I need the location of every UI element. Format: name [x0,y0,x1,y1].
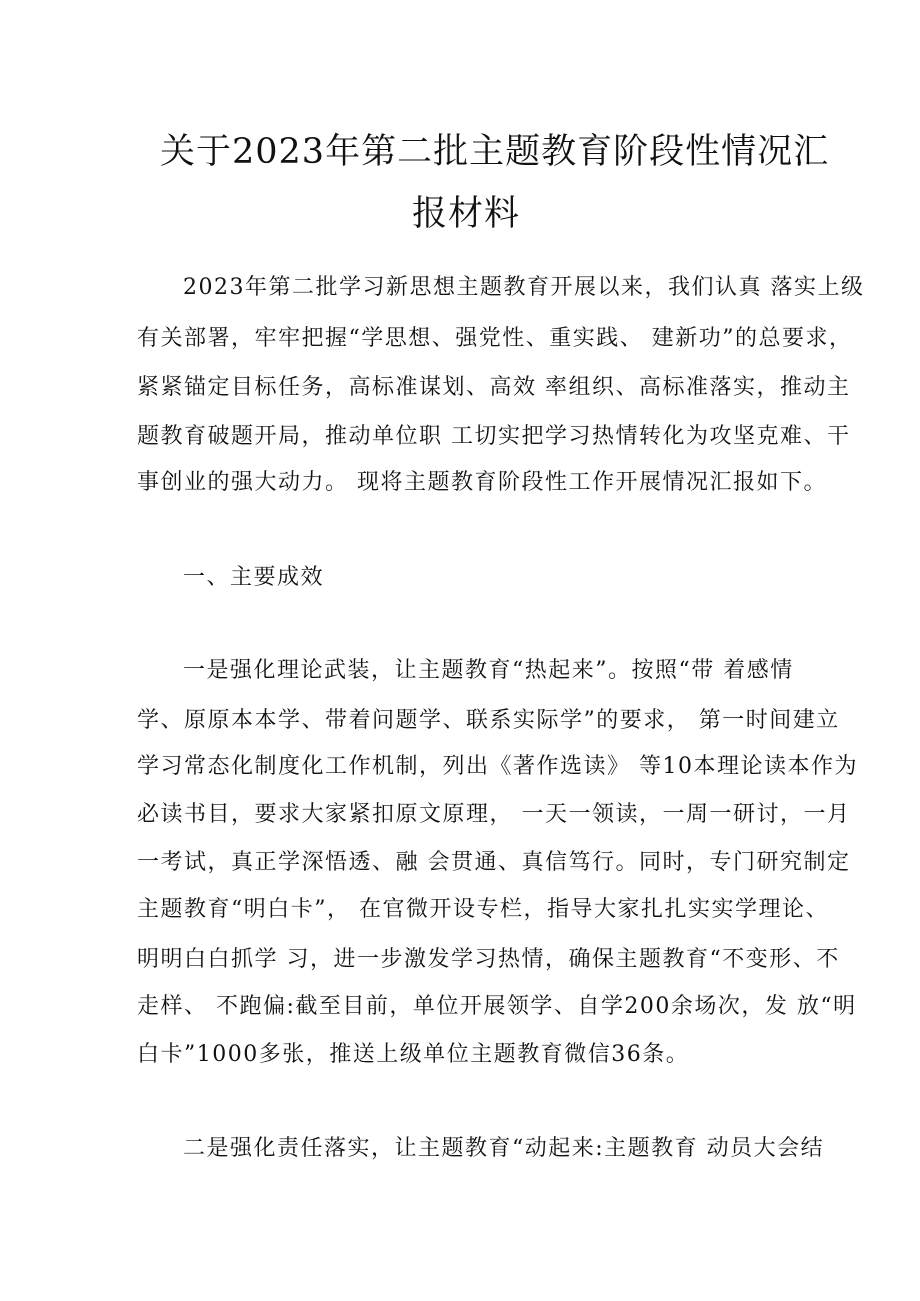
paragraph-2-line-3: 学习常态化制度化工作机制，列出《著作选读》 等10本理论读本作为 [137,754,858,779]
paragraph-1-line-1: 2023年第二批学习新思想主题教育开展以来，我们认真 落实上级 [183,275,865,300]
paragraph-2-line-9: 白卡”1000多张，推送上级单位主题教育微信36条。 [137,1042,690,1067]
paragraph-1-line-3: 紧紧锚定目标任务，高标准谋划、高效 率组织、高标准落实，推动主 [137,375,851,400]
document-title-line-1: 关于2023年第二批主题教育阶段性情况汇 [160,132,830,172]
paragraph-3-line-1: 二是强化责任落实，让主题教育“动起来:主题教育 动员大会结 [183,1136,825,1161]
paragraph-2-line-2: 学、原原本本学、带着问题学、联系实际学”的要求， 第一时间建立 [137,708,840,733]
paragraph-2-line-8: 走样、 不跑偏:截至目前，单位开展领学、自学200余场次，发 放“明 [137,994,857,1019]
paragraph-2-line-5: 一考试，真正学深悟透、融 会贯通、真信笃行。同时，专门研究制定 [137,850,851,875]
paragraph-2-line-4: 必读书目，要求大家紧扣原文原理， 一天一领读，一周一研讨，一月 [137,802,851,827]
paragraph-1-line-5: 事创业的强大动力。 现将主题教育阶段性工作开展情况汇报如下。 [137,470,827,495]
document-title-line-2: 报材料 [412,194,521,234]
paragraph-2-line-7: 明明白白抓学 习，进一步激发学习热情，确保主题教育“不变形、不 [137,947,840,972]
paragraph-2-line-6: 主题教育“明白卡”， 在官微开设专栏，指导大家扎扎实实学理论、 [137,897,829,922]
paragraph-1-line-2: 有关部署，牢牢把握“学思想、强党性、重实践、 建新功”的总要求， [137,326,853,351]
paragraph-2-line-1: 一是强化理论武装，让主题教育“热起来”。按照“带 着感情 [183,658,794,683]
section-heading-main-results: 一、主要成效 [183,565,325,590]
paragraph-1-line-4: 题教育破题开局，推动单位职 工切实把学习热情转化为攻坚克难、干 [137,424,851,449]
